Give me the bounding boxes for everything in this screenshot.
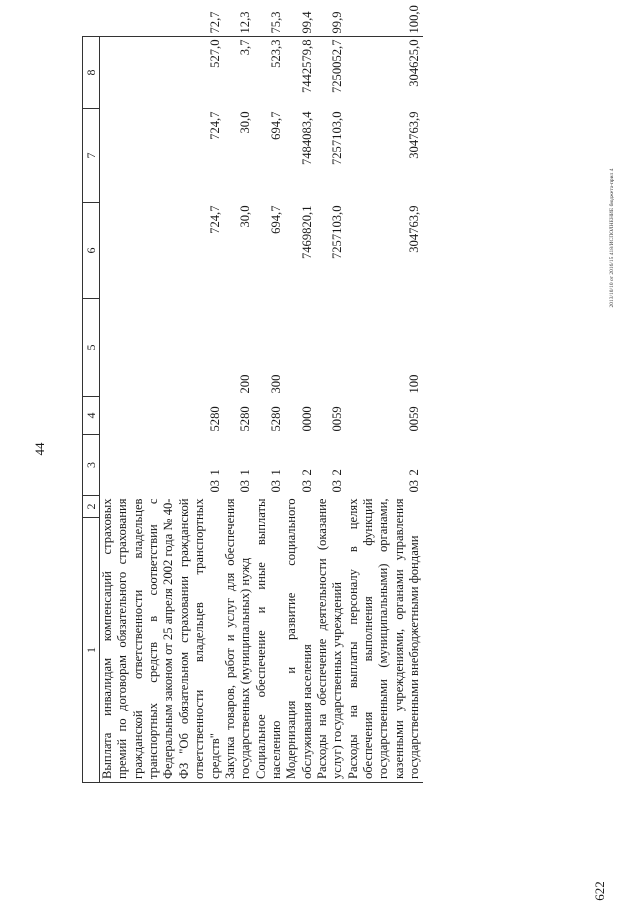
row-col-6: 304763,9 — [407, 111, 422, 159]
page-number: 44 — [32, 442, 47, 456]
row-target-article: 5280 — [238, 406, 253, 432]
row-expense-type: 300 — [268, 374, 283, 394]
row-expense-type — [315, 299, 346, 397]
row-section: 03 — [268, 479, 283, 493]
header-col-4: 4 — [83, 397, 100, 435]
row-section: 03 — [407, 479, 422, 493]
row-section: 03 — [207, 479, 222, 493]
header-col-8: 8 — [83, 37, 100, 109]
header-col-6: 6 — [83, 203, 100, 299]
header-col-5: 5 — [83, 299, 100, 397]
row-col-6: 694,7 — [268, 111, 283, 140]
row-target-article: 0059 — [407, 406, 422, 432]
row-col-7: 523,3 — [268, 39, 283, 68]
row-description: Расходы на выплаты персоналу в целях обеспечения выполнения функций государственными (муниципальными) органами, казенными учреждениями, органами управления государственными внебюджетными фондами — [346, 496, 423, 783]
row-col-7: 527,0 — [207, 39, 222, 68]
row-col-6: 7257103,0 — [330, 111, 345, 166]
header-col-7: 7 — [83, 109, 100, 203]
row-subsection: 2 — [407, 469, 422, 476]
row-col-7: 7442579,8 — [299, 39, 314, 94]
row-section: 03 — [238, 479, 253, 493]
header-col-1-cell: 1 — [83, 518, 100, 783]
row-col-7: 304625,0 — [407, 39, 422, 87]
table-container — [82, 5, 588, 783]
budget-table — [82, 5, 423, 783]
row-expense-type: 100 — [407, 374, 422, 394]
table-row: Закупка товаров, работ и услуг для обеспечения государственных (муниципальных) нужд 03 1 5280 200 30,0 30,0 3,7 12,3 — [223, 37, 254, 783]
row-col-7: 3,7 — [238, 39, 253, 56]
row-subsection: 2 — [299, 469, 314, 476]
row-section: 03 — [299, 479, 314, 493]
row-target-article: 0000 — [299, 406, 314, 432]
rotated-table-frame — [82, 5, 588, 783]
table-row: Выплата инвалидам компенсаций страховых премий по договорам обязательного страхования гражданской ответственности владельцев транспортных средств в соответствии с Федеральным законом от 25 апреля 2002 года № 40-ФЗ "Об обязательном страховании гражданской ответственности владельцев транспортных средств" 03 1 5280 724,7 724,7 527,0 72,7 — [100, 37, 223, 783]
row-col-6: 30,0 — [238, 111, 253, 134]
row-col-5: 30,0 — [238, 205, 253, 228]
header-col-2: 2 — [83, 496, 100, 518]
row-subsection: 1 — [238, 469, 253, 476]
header-row — [83, 37, 100, 783]
row-col-5: 694,7 — [268, 205, 283, 234]
row-target-article: 5280 — [268, 406, 283, 432]
row-col-5: 304763,9 — [407, 205, 422, 253]
row-description: Социальное обеспечение и иные выплаты населению — [254, 496, 285, 783]
row-subsection: 2 — [330, 469, 345, 476]
row-col-7: 7250052,7 — [330, 39, 345, 94]
row-col-5: 7469820,1 — [299, 205, 314, 260]
row-col-5: 724,7 — [207, 205, 222, 234]
row-description: Выплата инвалидам компенсаций страховых премий по договорам обязательного страхования гражданской ответственности владельцев транспортных средств в соответствии с Федеральным законом от 25 апреля 2002 года № 40-ФЗ "Об обязательном страховании гражданской ответственности владельцев транспортных средств" — [100, 496, 223, 783]
table-row: Социальное обеспечение и иные выплаты населению 03 1 5280 300 694,7 694,7 523,3 75,3 — [254, 37, 285, 783]
row-description: Закупка товаров, работ и услуг для обеспечения государственных (муниципальных) нужд — [223, 496, 254, 783]
row-expense-type — [100, 299, 223, 397]
row-col-6: 7484083,4 — [299, 111, 314, 166]
document-number: 622 — [592, 881, 607, 901]
row-target-article: 0059 — [330, 406, 345, 432]
row-subsection: 1 — [268, 469, 283, 476]
row-section: 03 — [330, 479, 345, 493]
row-expense-type: 200 — [238, 374, 253, 394]
table-row: Модернизация и развитие социального обслуживания населения 03 2 0000 7469820,1 7484083,4 7442579,8 99,4 — [284, 37, 315, 783]
row-expense-type — [284, 299, 315, 397]
row-target-article: 5280 — [207, 406, 222, 432]
table-row: Расходы на обеспечение деятельности (оказание услуг) государственных учреждений 03 2 0059 7257103,0 7257103,0 7250052,7 99,9 — [315, 37, 346, 783]
row-subsection: 1 — [207, 469, 222, 476]
row-description: Модернизация и развитие социального обслуживания населения — [284, 496, 315, 783]
side-note: 2013/10/10 от 2016/15 418/ИСПОЛНЕНИЕ бюджета-прил 4 — [609, 168, 615, 308]
header-col-3: 3 — [83, 435, 100, 496]
row-col-5: 7257103,0 — [330, 205, 345, 260]
table-row: Расходы на выплаты персоналу в целях обеспечения выполнения функций государственными (муниципальными) органами, казенными учреждениями, органами управления государственными внебюджетными фондами 03 2 0059 100 304763,9 304763,9 304625,0 100,0 — [346, 37, 423, 783]
row-description: Расходы на обеспечение деятельности (оказание услуг) государственных учреждений — [315, 496, 346, 783]
row-col-6: 724,7 — [207, 111, 222, 140]
